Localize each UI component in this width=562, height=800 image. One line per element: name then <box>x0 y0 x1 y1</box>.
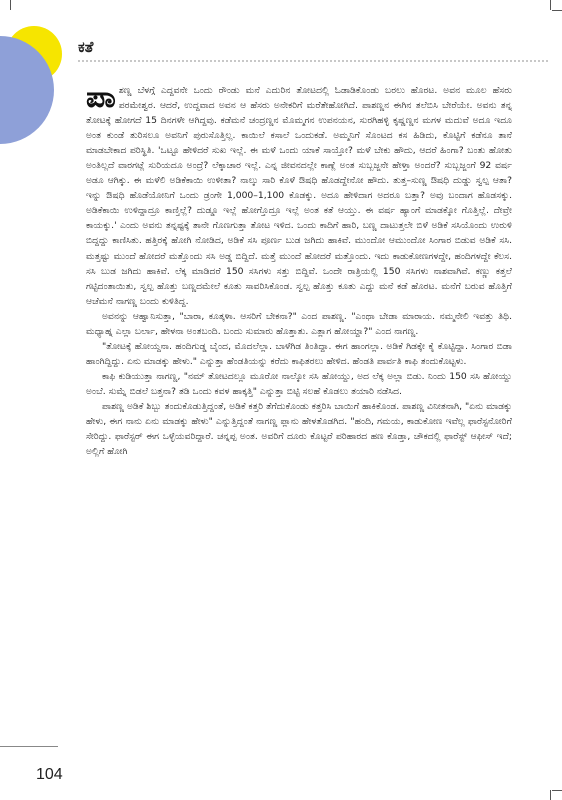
page-number: 104 <box>36 766 63 783</box>
page-number-rule <box>0 746 58 747</box>
article-paragraph: "ತೋಟಕ್ಕೆ ಹೋಯ್ದನಾ. ಹಂದಿಗುಡ್ಡ ಬೈಂದ, ಮೊದಲೆಲ್ಲಾ. ಬಾಳೆಗಿಡ ತಿಂತಿದ್ದಾ. ಈಗ ಹಾಂಗಲ್ಲಾ. ಅಡಿಕೆ ಗಿಡಕ್ಕೇ ಕೈ ಕೊಟ್ಟಿದ್ದಾ. ಸಿಂಗಾರ ಬಿಡಾ ಹಾಂಗಿದ್ದಿದ್ದು. ಏನು ಮಾಡಕ್ಕು ಹೇಳು." ಎನ್ನುತ್ತಾ ಹೆಂಡತಿಯನ್ನು ಕರೆದು ಕಾಫಿತರಲು ಹೇಳಿದ. ಹೆಂಡತಿ ಪಾರ್ವತಿ ಕಾಫಿ ತಂದುಕೊಟ್ಟಳು. <box>86 340 512 367</box>
header-dotted-rule <box>78 60 548 62</box>
section-title: ಕತೆ <box>78 38 94 56</box>
drop-cap: ಪಾ <box>86 80 116 115</box>
crop-mark-top-left <box>10 0 11 10</box>
crop-mark-bottom-right <box>550 790 551 800</box>
article-paragraph: ಅವನನ್ನು ಆಹ್ವಾನಿಸುತ್ತಾ, "ಬಾರಾ, ಕೂತ್ಕಳಾ. ಆಸರಿಗೆ ಬೇಕನಾ?" ಎಂದ ಪಾಶಣ್ಣ. "ಎಂಥಾ ಬೇಡಾ ಮಾರಾಯ. ನಮ್ಮನೇಲಿ ಇವತ್ತು ತಿಥಿ. ಮಧ್ಯಾಹ್ನ ಎಲ್ಲಾ ಬರ್ಲಾ, ಹೇಳನಾ ಅಂತಬಂದಿ. ಬಂದು ಸುಮಾರು ಹೊತ್ತಾತು. ಎತ್ಲಾಗ ಹೋಯ್ದಾ?" ಎಂದ ನಾಗಣ್ಣ. <box>86 310 512 337</box>
article-paragraph: ಪಾಶಣ್ಣ ಅಡಿಕೆ ಶಿಬ್ಬು ತಂದುಕೊಡುತ್ತಿದ್ದಂತೆ, ಅಡಿಕೆ ಕತ್ತರಿ ತೆಗೆದುಕೊಂಡು ಕತ್ತರಿಸಿ ಬಾಯಿಗೆ ಹಾಕಿಕೊಂಡ. ಪಾಶಣ್ಣ ವಿನೀತನಾಗಿ, "ಏನು ಮಾಡಕ್ಕು ಹೇಳು, ಈಗ ನಾನು ಏನು ಮಾಡಕ್ಕು ಹೇಳು" ಎನ್ನುತ್ತಿದ್ದಂತೆ ನಾಗಣ್ಣ ಪ್ಲಾನು ಹೇಳತೊಡಗಿದ. "ಹಂದಿ, ಗಮಯ, ಕಾಡುಕೋಣ ಇವೆಲ್ಲ ಫಾರೆಸ್ಟನೋರಿಗೆ ಸೇರಿದ್ದು. ಫಾರೆಸ್ಟರ್ ಈಗ ಒಳ್ಳೆಯವರಿದ್ದಾರೆ. ಚನ್ನಪ್ಪ ಅಂತ. ಅವರಿಗೆ ದೂರು ಕೊಟ್ಟರೆ ಪರಿಹಾರದ ಹಣ ಕೊಡ್ತಾ, ಚೌಕದಲ್ಲಿ ಫಾರೆಸ್ಟ್ ಆಫೀಸ್ ಇದೆ; ಅಲ್ಲಿಗೆ ಹೋಗಿ <box>86 400 512 458</box>
article-body <box>86 80 512 459</box>
article-paragraph: ಕಾಫಿ ಕುಡಿಯುತ್ತಾ ನಾಗಣ್ಣ, "ನಮ್ ತೋಟದಲ್ಲೂ ಮೂರೋ ನಾಲ್ಕೋ ಸಸಿ ಹೋಯ್ದು, ಅದ ಲೆಕ್ಕ ಅಲ್ಲಾ ಬಿಡು. ನಿಂದು 150 ಸಸಿ ಹೋಯ್ದು ಅಂಬೆ. ಸುಮ್ನೆ ಬಿಡಲೆ ಬತ್ತನಾ? ತಡಿ ಒಂದು ಕವಳ ಹಾಕ್ಕತ್ತಿ" ಎನ್ನುತ್ತಾ ಬಿಟ್ಟಿ ಸಲಹೆ ಕೊಡಲು ತಯಾರಿ ನಡೆಸಿದ. <box>86 370 512 397</box>
crop-mark-top-right <box>550 0 551 10</box>
crop-mark-right-bottom <box>552 790 562 791</box>
article-paragraph <box>86 80 512 309</box>
paragraph-text: ಶಣ್ಣ ಬೆಳಗ್ಗೆ ಎದ್ದವನೇ ಒಂದು ರೌಂಡು ಮನೆ ಎದುರಿನ ತೋಟದಲ್ಲಿ ಓಡಾಡಿಕೊಂಡು ಬರಲು ಹೊರಟ. ಅವನ ಮೂಲ ಹೆಸರು ಪರಮೇಶ್ವರ. ಆದರೆ, ಉದ್ದವಾದ ಅವನ ಆ ಹೆಸರು ಅನೇಕರಿಗೆ ಮರೆತೇಹೋಗಿದೆ. ಪಾಶಣ್ಣನ ಈಗಿನ ತಲೆಬಿಸಿ ಬೇರೆಯೇ. ಅವನು ತನ್ನ ತೋಟಕ್ಕೆ ಹೋಗದೆ 15 ದಿನಗಳೇ ಆಗಿದ್ದವು. ಕಡೆಮನೆ ಚಂದ್ರಣ್ಣನ ಮೊಮ್ಮಗನ ಉಪನಯನ, ಸುರಗಿಹಳ್ಳಿ ಕೃಷ್ಣಣ್ಣನ ಮಗಳ ಮದುವೆ ಅದೂ ಇದೂ ಅಂತ ಕುಂಡೆ ತುರಿಸಲೂ ಅವನಿಗೆ ಪುರುಸೊತ್ತಿಲ್ಲ. ಕಾಯಿಲೆ ಕಸಾಲೆ ಒಂದುಕಡೆ. ಅಮ್ಮನಿಗೆ ಸೊಂಟದ ಕಸ ಹಿಡಿದು, ಕೊಟ್ಟಿಗೆ ಕಡೆನೂ ತಾನೆ ಮಾಡಬೇಕಾದ ಪರಿಸ್ಥಿತಿ. 'ಒಟ್ಟೂ ಹೇಳಿದರೆ ಸುಖ ಇಲ್ಲೆ. ಈ ಮಳೆ ಒಂದು ಯಾಕೆ ಸಾಯ್ತೋ? ಮಳೆ ಬೇಕು ಹೌದು, ಆದರೆ ಹಿಂಗಾ? ಬಂತು ಹೋತು ಅಂತಿಲ್ಲದೆ ವಾರಗಟ್ಲೆ ಸುರಿಯದೂ ಅಂದ್ರೆ? ಲೆಕ್ಕಾಚಾರ ಇಲ್ಲೆ. ಎನ್ನ ಜೀವನದಲ್ಲೇ ಕಾಣ್ಲೆ ಅಂತ ಸುಬ್ಬಜ್ಜನೇ ಹೇಳ್ತಾ ಅಂದರೆ? ಸುಬ್ಬಜ್ಜಂಗೆ 92 ವರ್ಷ ಅಡೂ ಆಗಿಕ್ಕು. ಈ ಮಳೆಲಿ ಅಡಿಕೆಕಾಯಿ ಉಳೀತಾ? ನಾಲ್ಕು ಸಾರಿ ಕೊಳೆ ಔಷಧಿ ಹೊಡದ್ದೇನೋ ಹೌದು. ತುತ್ತ–ಸುಣ್ಣ ಔಷಧಿ ದುಡ್ಡು ಸ್ವಲ್ಪ ಆತಾ? ಇನ್ನು ಔಷಧಿ ಹೊಡೆಯೋನಿಗೆ ಒಂದು ಡ್ರಂಗೇ 1,000–1,100 ಕೊಡಕ್ಕು. ಅದೂ ಹೇಳಿದಾಗ ಅದರೂ ಬತ್ತಾ? ಅವು ಬಂದಾಗ ಹೊಡಸಕ್ಕು. ಅಡಿಕೆಕಾಯಿ ಉಳಿದ್ದಾದ್ರೂ ಕಾಣ್ತಿಲ್ಲೆ? ದುಡ್ಡೂ ಇಲ್ಲೆ ಹೋಗ್ತೊದ್ರೂ ಇಲ್ಲೆ ಅಂತ ಕತೆ ಆಯ್ತು. ಈ ವರ್ಷ ಹ್ಯಾಂಗೆ ಮಾಡಕ್ಕೋ ಗೊತ್ತಿಲ್ಲೆ. ದೇವ್ರೇ ಕಾಯಕ್ಕು.' ಎಂದು ಅವನು ತನ್ನಷ್ಟಕ್ಕೆ ತಾನೇ ಗೊಣಗುತ್ತಾ ತೋಟ ಇಳಿದ. ಒಂದು ಕಾದಿಗೆ ಹಾರಿ, ಬಣ್ಣ ದಾಟುತ್ತಲೇ ಬಿಳೆ ಅಡಿಕೆ ಸಸಿಯೊಂದು ಉರುಳಿ ಬಿದ್ದದ್ದು ಕಾಣಿಸಿತು. ಹತ್ತಿರಕ್ಕೆ ಹೋಗಿ ನೋಡಿದ, ಅಡಿಕೆ ಸಸಿ ಪೂರ್ಣ ಬುಡ ಜಗಿದು ಹಾಕಿವೆ. ಮುಂದೋ ಆಮುಂದೋ ಸಿಂಗಾರ ಬಿಡುವ ಅಡಿಕೆ ಸಸಿ. ಮತ್ತಷ್ಟು ಮುಂದೆ ಹೋದರೆ ಮತ್ತೊಂದು ಸಸಿ ಅಡ್ಡ ಬಿದ್ದಿದೆ. ಮತ್ತೆ ಮುಂದೆ ಹೋದರೆ ಮತ್ತೊಂದು. ಇದು ಕಾಡುಕೋಣಗಳದ್ದೇ, ಹಂದಿಗಳದ್ದೇ ಕೆಲಸ. ಸಸಿ ಬುಡ ಜಗಿದು ಹಾಕಿವೆ. ಲೆಕ್ಕ ಮಾಡಿದರೆ 150 ಸಸಿಗಳು ಸತ್ತು ಬಿದ್ದಿವೆ. ಒಂದೇ ರಾತ್ರಿಯಲ್ಲಿ 150 ಸಸಿಗಳು ನಾಶವಾಗಿವೆ. ಕಣ್ಣು ಕತ್ತಲೆ ಗಟ್ಟಿದಂತಾಯಿತು, ಸ್ವಲ್ಪ ಹೊತ್ತು ಬಣ್ಣದಮೇಲೆ ಕೂತು ಸಾವರಿಸಿಕೊಂಡ. ಸ್ವಲ್ಪ ಹೊತ್ತು ಕೂತು ಎದ್ದು ಮನೆ ಕಡೆ ಹೊರಟ. ಮನೆಗೆ ಬರುವ ಹೊತ್ತಿಗೆ ಆಚೆಮನೆ ನಾಗಣ್ಣ ಬಂದು ಕುಳಿತಿದ್ದ. <box>86 85 512 307</box>
crop-mark-right-top <box>552 10 562 11</box>
